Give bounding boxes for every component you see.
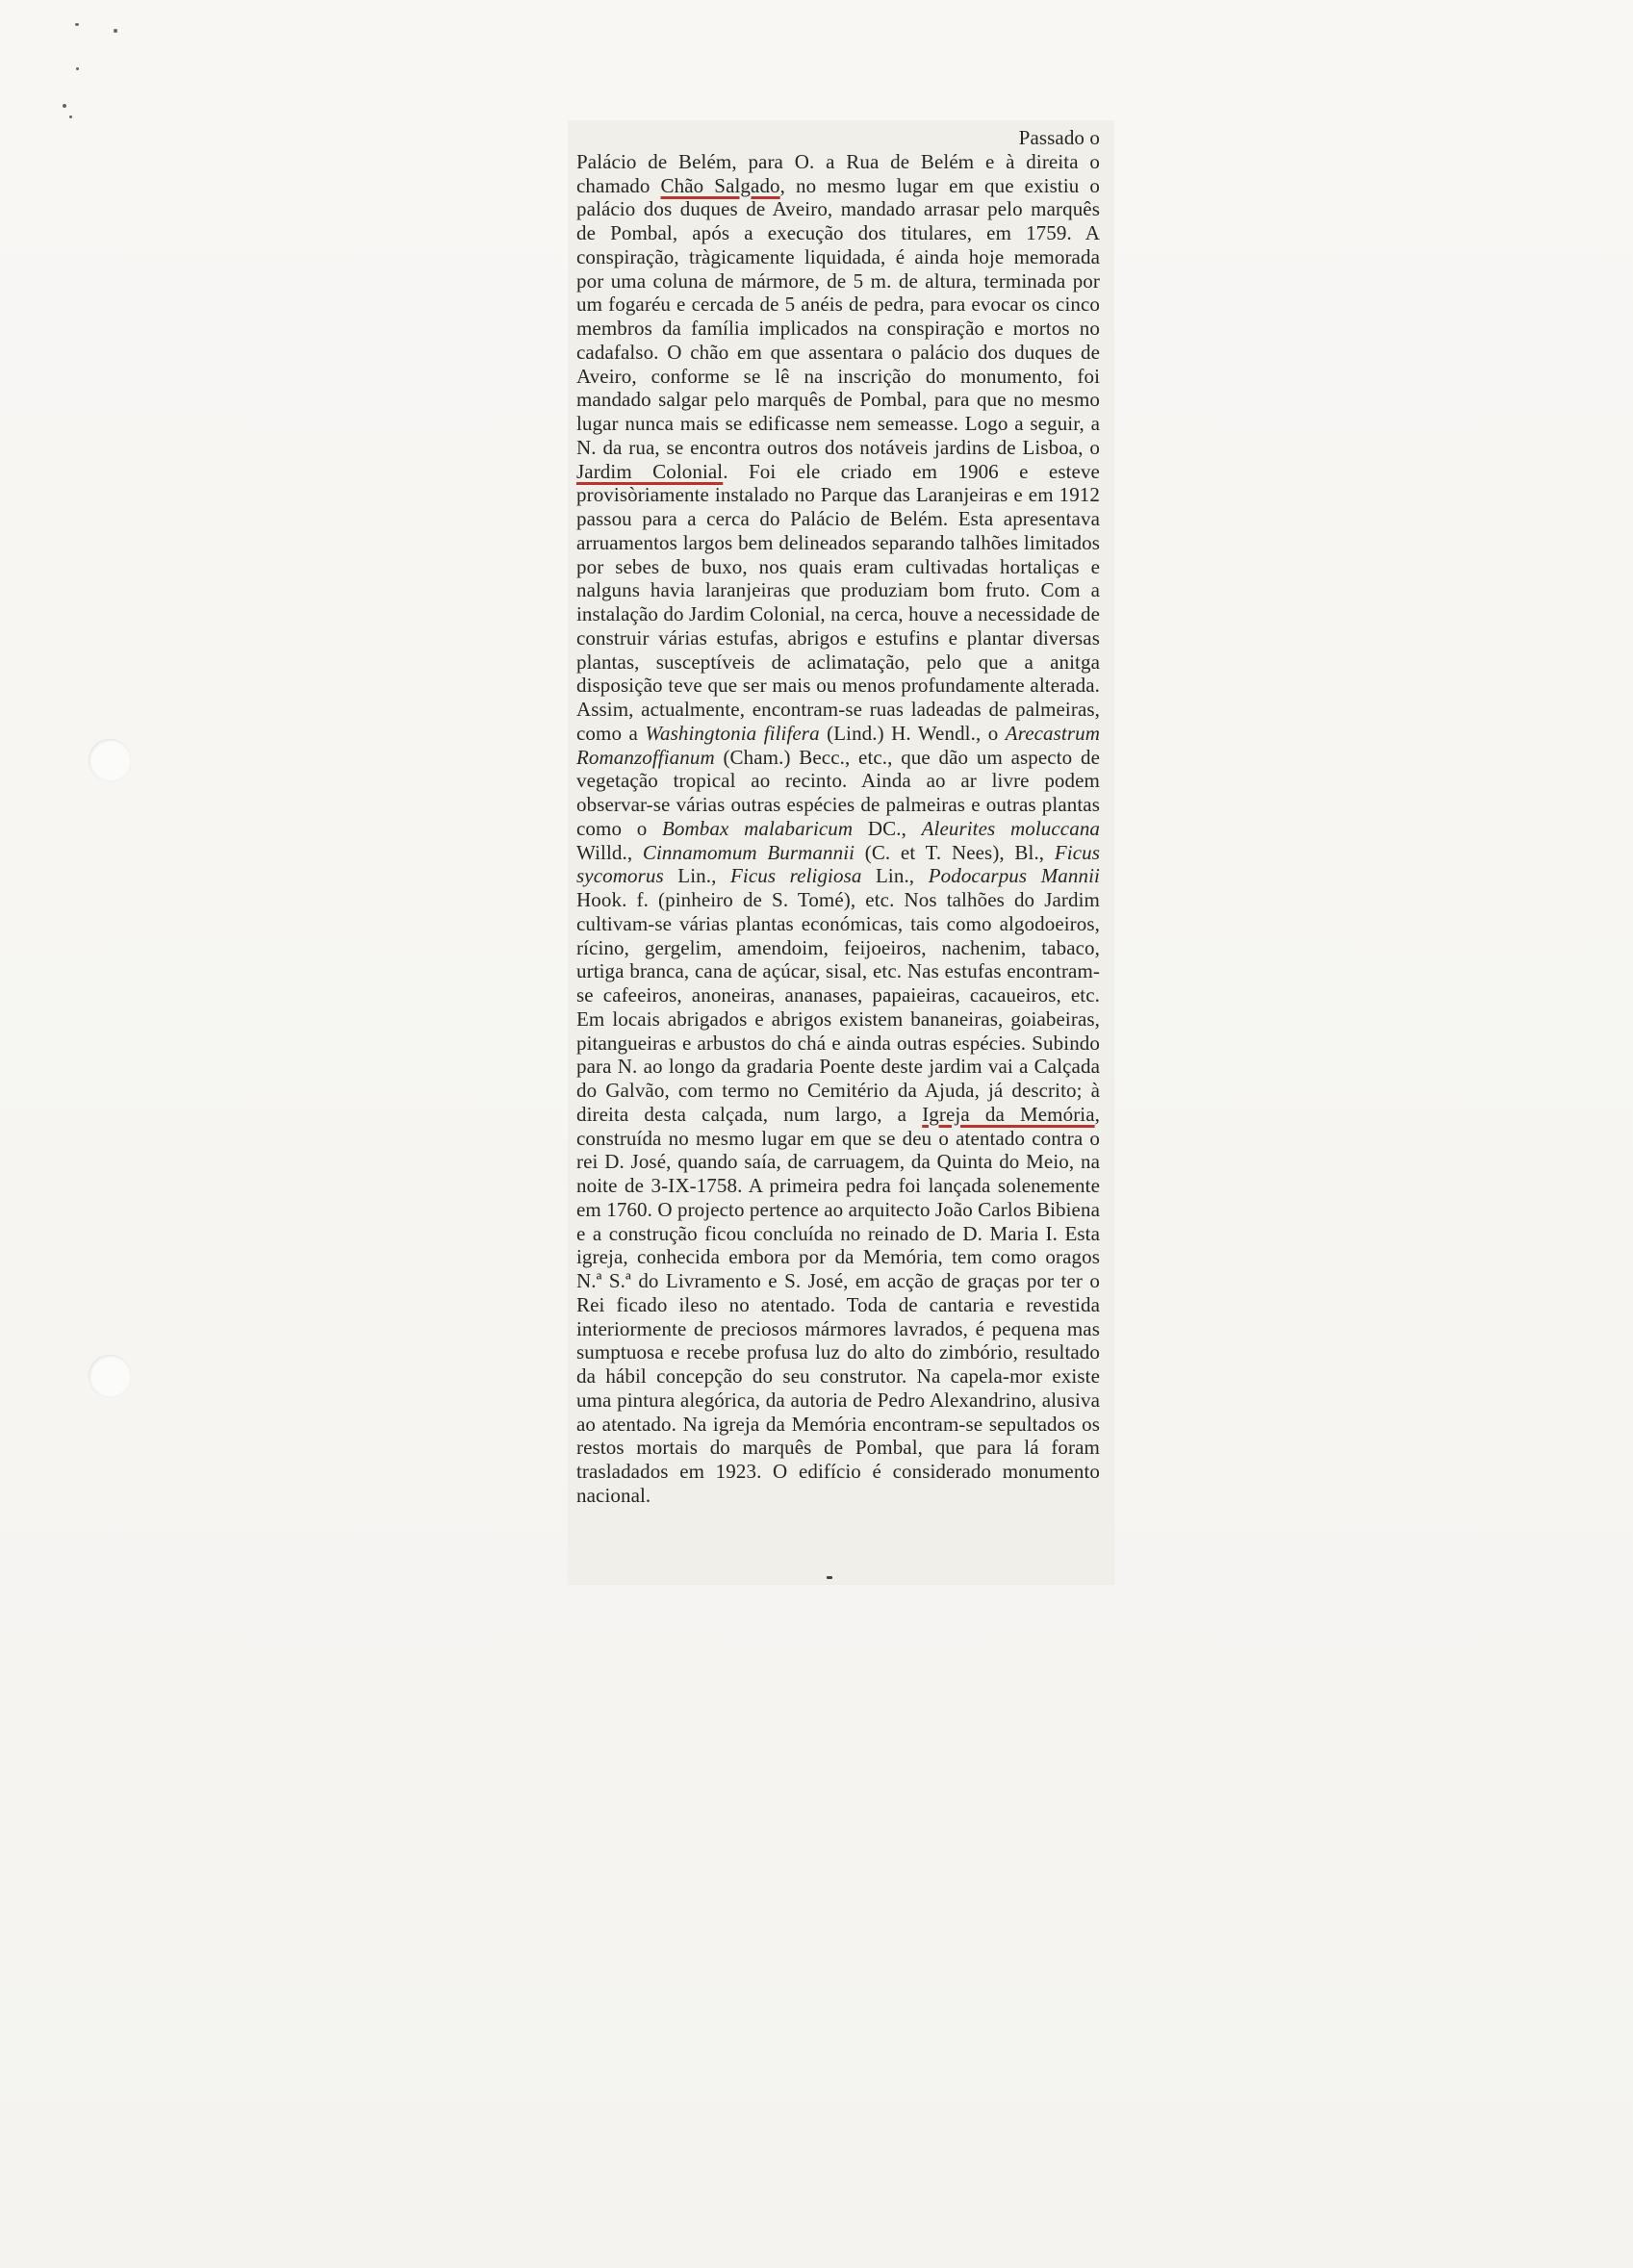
dust-speck [114, 29, 117, 33]
dust-speck [69, 115, 72, 118]
text-segment: Palácio de Belém, para O. a Rua de Belém e à direita o chamado [576, 149, 1100, 197]
underlined-term: Igreja da Memória [922, 1102, 1095, 1126]
species-name: Bombax malabaricum [662, 816, 854, 840]
text-segment: Hook. f. (pinheiro de S. Tomé), etc. Nos talhões do Jardim cultivam-se várias plantas económicas, tais como algodoeiros, rícino, gergelim, amendoim, feijoeiros, nachenim, tabaco, urtiga branca, cana de açúcar, sisal, etc. Nas estufas encontram-se cafeeiros, anoneiras, ananases, papaieiras, cacaueiros, etc. Em locais abrigados e abrigos existem bananeiras, goiabeiras, pitangueiras e arbustos do chá e ainda outras espécies. Subindo para N. ao longo da gradaria Poente deste jardim vai a Calçada do Galvão, com termo no Cemitério da Ajuda, já descrito; à direita desta calçada, num largo, a [576, 888, 1100, 1126]
text-segment: (C. et T. Nees), Bl., [855, 840, 1055, 864]
species-name: Cinnamomum Burmannii [642, 840, 855, 864]
text-segment: Lin., [663, 864, 730, 888]
dust-speck [75, 23, 79, 26]
text-segment: (Cham.) Becc., etc., que dão um aspecto de vegetação tropical ao recinto. Ainda ao ar livre podem observar-se várias outras espécies de palmeiras e outras plantas como o [576, 745, 1100, 840]
punch-hole [89, 739, 131, 781]
clipping-text [576, 126, 1100, 1508]
text-segment: DC., [853, 816, 922, 840]
species-name: Ficus religiosa [729, 864, 862, 888]
underlined-term: Jardim Colonial [576, 459, 724, 483]
text-segment: (Lind.) H. Wendl., o [819, 721, 1006, 745]
species-name: Ficus sycomorus [576, 840, 1100, 888]
text-segment: , no mesmo lugar em que existiu o palácio dos duques de Aveiro, mandado arrasar pelo marquês de Pombal, após a execução dos titulares, em 1759. A conspiração, tràgicamente liquidada, é ainda hoje memorada por uma coluna de mármore, de 5 m. de altura, terminada por um fogaréu e cercada de 5 anéis de pedra, para evocar os cinco membros da família implicados na conspiração e mortos no cadafalso. O chão em que assentara o palácio dos duques de Aveiro, conforme se lê na inscrição do monumento, foi mandado salgar pelo marquês de Pombal, para que no mesmo lugar nunca mais se edificasse nem semeasse. Logo a seguir, a N. da rua, se encontra outros dos notáveis jardins de Lisboa, o [576, 173, 1100, 459]
newspaper-clipping [569, 121, 1113, 1584]
species-name: Arecastrum Romanzoffianum [576, 721, 1100, 769]
dust-speck [76, 67, 79, 70]
species-name: Washingtonia filifera [645, 721, 820, 745]
text-segment: Willd., [576, 840, 643, 864]
species-name: Aleurites moluccana [921, 816, 1101, 840]
species-name: Podocarpus Mannii [928, 864, 1100, 888]
punch-hole [89, 1355, 131, 1397]
underlined-term: Chão Salgado [660, 173, 780, 197]
opening-line: Passado o [1018, 126, 1100, 149]
dust-speck [63, 104, 66, 108]
text-segment: , construída no mesmo lugar em que se deu o atentado contra o rei D. José, quando saía, de carruagem, da Quinta do Meio, na noite de 3-IX-1758. A primeira pedra foi lançada solenemente em 1760. O projecto pertence ao arquitecto João Carlos Bibiena e a construção ficou concluída no reinado de D. Maria I. Esta igreja, conhecida embora por da Memória, tem como oragos N.ª S.ª do Livramento e S. José, em acção de graças por ter o Rei ficado ileso no atentado. Toda de cantaria e revestida interiormente de preciosos mármores lavrados, é pequena mas sumptuosa e recebe profusa luz do alto do zimbório, resultado da hábil concepção do seu construtor. Na capela-mor existe uma pintura alegórica, da autoria de Pedro Alexandrino, alusiva ao atentado. Na igreja da Memória encontram-se sepultados os restos mortais do marquês de Pombal, que para lá foram trasladados em 1923. O edifício é considerado monumento nacional. [576, 1102, 1101, 1507]
ink-mark [827, 1576, 832, 1579]
text-segment: . Foi ele criado em 1906 e esteve provisòriamente instalado no Parque das Laranjeiras e em 1912 passou para a cerca do Palácio de Belém. Esta apresentava arruamentos largos bem delineados separando talhões limitados por sebes de buxo, nos quais eram cultivadas hortaliças e nalguns havia laranjeiras que produziam bom fruto. Com a instalação do Jardim Colonial, na cerca, houve a necessidade de construir várias estufas, abrigos e estufins e plantar diversas plantas, susceptíveis de aclimatação, pelo que a anitga disposição teve que ser mais ou menos profundamente alterada. Assim, actualmente, encontram-se ruas ladeadas de palmeiras, como a [576, 459, 1100, 745]
text-segment: Lin., [861, 864, 929, 888]
